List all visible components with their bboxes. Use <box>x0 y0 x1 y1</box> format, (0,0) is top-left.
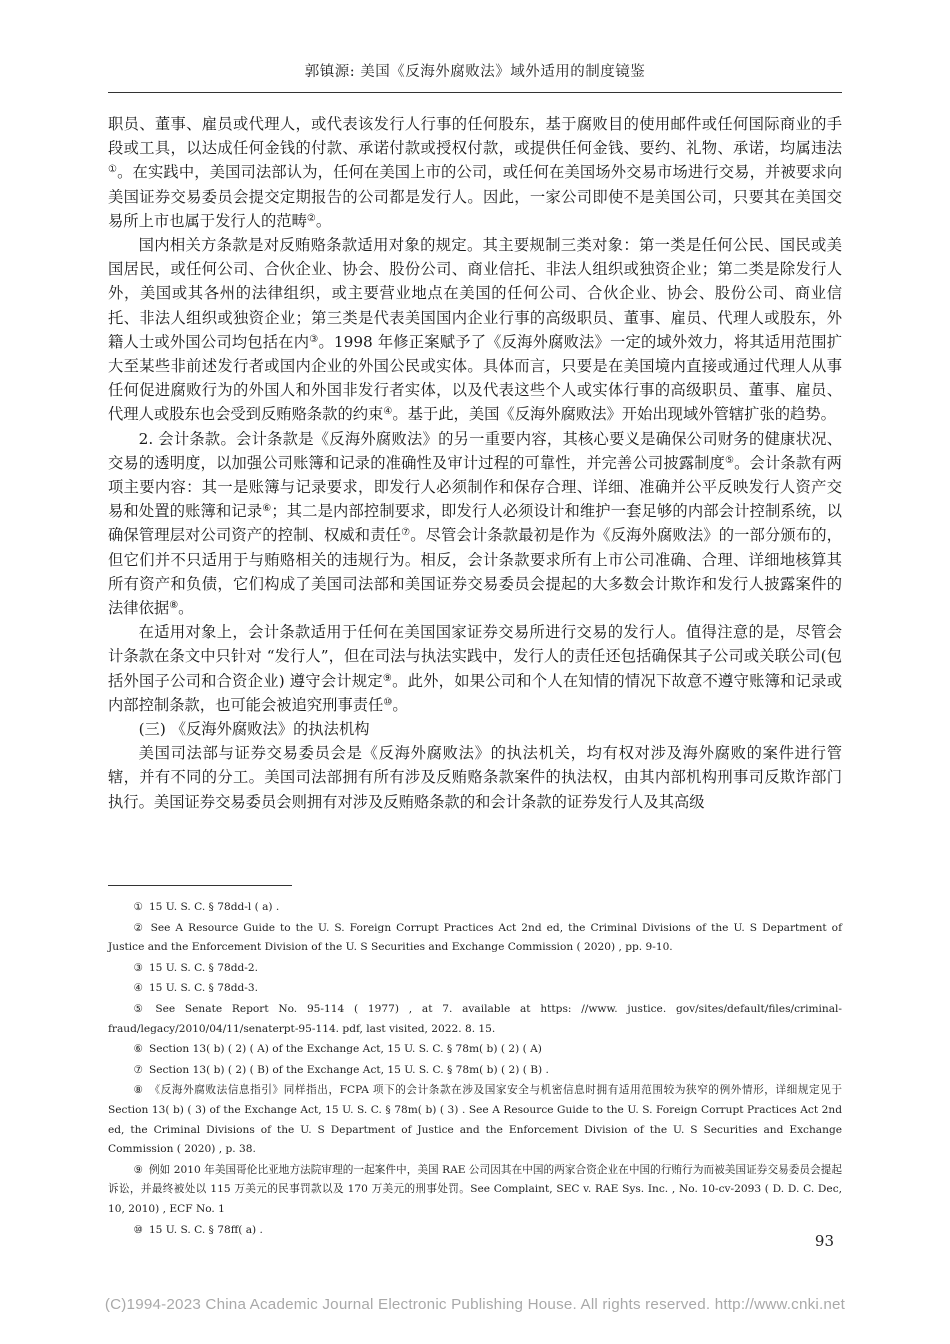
paragraph-4-text-a: 在适用对象上，会计条款适用于任何在美国国家证券交易所进行交易的发行人。值得注意的是，尽管会计条款在条文中只针对 “发行人”，但在司法与执法实践中，发行人的责任还包括确保其子公司或关联公司(包括外国子公司和合资企业) 遵守会计规定 <box>108 623 842 690</box>
paragraph-4-text-c: 。 <box>392 695 408 714</box>
article-body <box>108 112 842 814</box>
footnote-item <box>108 1000 842 1039</box>
section-heading: (三) 《反海外腐败法》的执法机构 <box>138 720 370 739</box>
footnote-item <box>108 1040 842 1060</box>
footnote-text: See Senate Report No. 95-114 ( 1977) , at 7. available at https: //www. justice. gov/sites/default/files/criminal-fraud/legacy/2010/04/11/senaterpt-95-114. pdf, last visited, 2022. 8. 15. <box>108 1002 843 1035</box>
paragraph-2-text-c: 。基于此，美国《反海外腐败法》开始出现域外管辖扩张的趋势。 <box>392 405 836 424</box>
footnote-ref-7[interactable]: ⑦ <box>401 527 411 539</box>
paragraph-1-text-b: 。在实践中，美国司法部认为，任何在美国上市的公司，或任何在美国场外交易市场进行交易，并被要求向美国证券交易委员会提交定期报告的公司都是发行人。因此，一家公司即使不是美国公司，只要其在美国交易所上市也属于发行人的范畴 <box>108 163 842 230</box>
paragraph-3-text-a: 2. 会计条款。会计条款是《反海外腐败法》的另一重要内容，其核心要义是确保公司财务的健康状况、交易的透明度，以加强公司账簿和记录的准确性及审计过程的可靠性，并完善公司披露制度 <box>108 429 842 472</box>
page-number: 93 <box>814 1232 834 1250</box>
footnote-text: Section 13( b) ( 2) ( A) of the Exchange Act, 15 U. S. C. § 78m( b) ( 2) ( A) <box>148 1043 542 1056</box>
footnote-text: See A Resource Guide to the U. S. Foreign Corrupt Practices Act 2nd ed, the Criminal Divisions of the U. S Department of Justice and the Enforcement Division of the U. S Securities and Exchange Commission ( 2020) , pp. 9-10. <box>108 921 842 954</box>
footnote-item <box>108 1061 842 1081</box>
footnote-text: 《反海外腐败法信息指引》同样指出，FCPA 项下的会计条款在涉及国家安全与机密信息时拥有适用范围较为狭窄的例外情形，详细规定见于 Section 13( b) ( 3) of the Exchange Act, 15 U. S. C. § 78m( b) ( 3) . See A Resource Guide to the U. S. Foreign Corrupt Practices Act 2nd ed, the Criminal Divisions of the U. S Department of Justice and the Enforcement Division of the U. S Securities and Exchange Commission ( 2020) , p. 38. <box>108 1084 843 1156</box>
footnote-marker[interactable]: ⑤ <box>133 1002 150 1015</box>
paragraph-2 <box>108 233 842 427</box>
paragraph-2-text-a: 国内相关方条款是对反贿赂条款适用对象的规定。其主要规制三类对象：第一类是任何公民、国民或美国居民，或任何公司、合伙企业、协会、股份公司、商业信托、非法人组织或独资企业；第二类是除发行人外，美国或其各州的法律组织，或主要营业地点在美国的任何公司、合伙企业、协会、股份公司、商业信托、非法人组织或独资企业；第三类是代表美国国内企业行事的高级职员、董事、雇员、代理人或股东，外籍人士或外国公司均包括在内 <box>108 236 842 351</box>
paragraph-3-text-b: 。会计条款有两项主要内容：其一是账簿与记录要求，即发行人必须制作和保存合理、详细、准确并公平反映发行人资产交易和处置的账簿和记录 <box>108 453 842 521</box>
paragraph-3-text-c: ；其二是内部控制要求，即发行人必须设计和维护一套足够的内部会计控制系统，以确保管理层对公司资产的控制、权威和责任 <box>108 502 842 545</box>
footnote-marker[interactable]: ⑧ <box>133 1084 144 1097</box>
paragraph-4 <box>108 620 842 717</box>
footnote-ref-5[interactable]: ⑤ <box>725 454 735 466</box>
footnote-ref-9[interactable]: ⑨ <box>382 672 393 684</box>
paragraph-4-text-b: 。此外，如果公司和个人在知情的情况下故意不遵守账簿和记录或内部控制条款，也可能会被追究刑事责任 <box>108 671 842 714</box>
footnote-text: 15 U. S. C. § 78dd-2. <box>148 961 258 974</box>
copyright-watermark: (C)1994-2023 China Academic Journal Electronic Publishing House. All rights reserved. http://www.cnki.net <box>104 1296 846 1313</box>
footnote-ref-1[interactable]: ① <box>108 164 118 176</box>
footnote-marker[interactable]: ⑩ <box>133 1223 143 1236</box>
footnote-ref-10[interactable]: ⑩ <box>383 696 393 708</box>
footnote-text: 15 U. S. C. § 78dd-3. <box>148 982 258 995</box>
paragraph-3 <box>108 427 842 621</box>
footnote-item <box>108 1081 842 1159</box>
footnote-ref-8[interactable]: ⑧ <box>169 600 179 612</box>
footnote-item <box>108 979 842 999</box>
running-header: 郭镇源: 美国《反海外腐败法》域外适用的制度镜鉴 <box>304 64 646 80</box>
footnote-text: 15 U. S. C. § 78dd-l ( a) . <box>148 901 280 913</box>
paragraph-1-text-c: 。 <box>315 211 332 230</box>
footnote-item <box>108 898 842 918</box>
footnote-marker[interactable]: ⑨ <box>133 1163 144 1176</box>
footnote-ref-3[interactable]: ③ <box>309 333 319 345</box>
footnote-item <box>108 919 842 958</box>
footnote-marker[interactable]: ⑥ <box>133 1043 143 1056</box>
footnote-marker[interactable]: ⑦ <box>133 1063 143 1076</box>
footnote-item <box>108 1161 842 1220</box>
footnotes-section <box>108 898 842 1241</box>
footnote-ref-4[interactable]: ④ <box>383 406 393 418</box>
footnote-item <box>108 959 842 979</box>
footnote-text: 例如 2010 年美国哥伦比亚地方法院审理的一起案件中，美国 RAE 公司因其在中国的两家合资企业在中国的行贿行为而被美国证券交易委员会提起诉讼，并最终被处以 115 万美元的民事罚款以及 170 万美元的刑事处罚。See Complaint, SEC v. RAE Sys. Inc. , No. 10-cv-2093 ( D. D. C. Dec, 10, 2010) , ECF No. 1 <box>108 1163 842 1215</box>
footnote-divider <box>108 885 292 886</box>
paragraph-3-text-d: 。尽管会计条款最初是作为《反海外腐败法》的一部分颁布的，但它们并不只适用于与贿赂相关的违规行为。相反，会计条款要求所有上市公司准确、合理、详细地核算其所有资产和负债，它们构成了美国司法部和美国证券交易委员会提起的大多数会计欺诈和发行人披露案件的法律依据 <box>108 526 842 618</box>
paragraph-1-text-a: 职员、董事、雇员或代理人，或代表该发行人行事的任何股东，基于腐败目的使用邮件或任何国际商业的手段或工具，以达成任何金钱的付款、承诺付款或授权付款，或提供任何金钱、要约、礼物、承诺，均属违法 <box>108 115 842 158</box>
footnote-ref-2[interactable]: ② <box>306 212 316 224</box>
footnote-marker[interactable]: ④ <box>133 982 143 995</box>
footnote-marker[interactable]: ③ <box>133 961 143 974</box>
footnote-text: Section 13( b) ( 2) ( B) of the Exchange Act, 15 U. S. C. § 78m( b) ( 2) ( B) . <box>148 1063 549 1076</box>
paragraph-1 <box>108 112 842 233</box>
paragraph-3-text-e: 。 <box>178 599 194 618</box>
paragraph-2-text-b: 。1998 年修正案赋予了《反海外腐败法》一定的域外效力，将其适用范围扩大至某些非前述发行者或国内企业的外国公民或实体。具体而言，只要是在美国境内直接或通过代理人从事任何促进腐败行为的外国人和外国非发行者实体，以及代表这些个人或实体行事的高级职员、董事、雇员、代理人或股东也会受到反贿赂条款的约束 <box>108 332 842 424</box>
footnote-ref-6[interactable]: ⑥ <box>262 503 272 515</box>
header-divider <box>108 92 842 93</box>
paragraph-5: 美国司法部与证券交易委员会是《反海外腐败法》的执法机关，均有权对涉及海外腐败的案件进行管辖，并有不同的分工。美国司法部拥有所有涉及反贿赂条款案件的执法权，由其内部机构刑事司反欺诈部门执行。美国证券交易委员会则拥有对涉及反贿赂条款的和会计条款的证券发行人及其高级 <box>108 744 842 811</box>
footnote-text: 15 U. S. C. § 78ff( a) . <box>148 1223 263 1236</box>
footnote-marker[interactable]: ① <box>133 901 143 913</box>
footnote-marker[interactable]: ② <box>133 921 145 934</box>
